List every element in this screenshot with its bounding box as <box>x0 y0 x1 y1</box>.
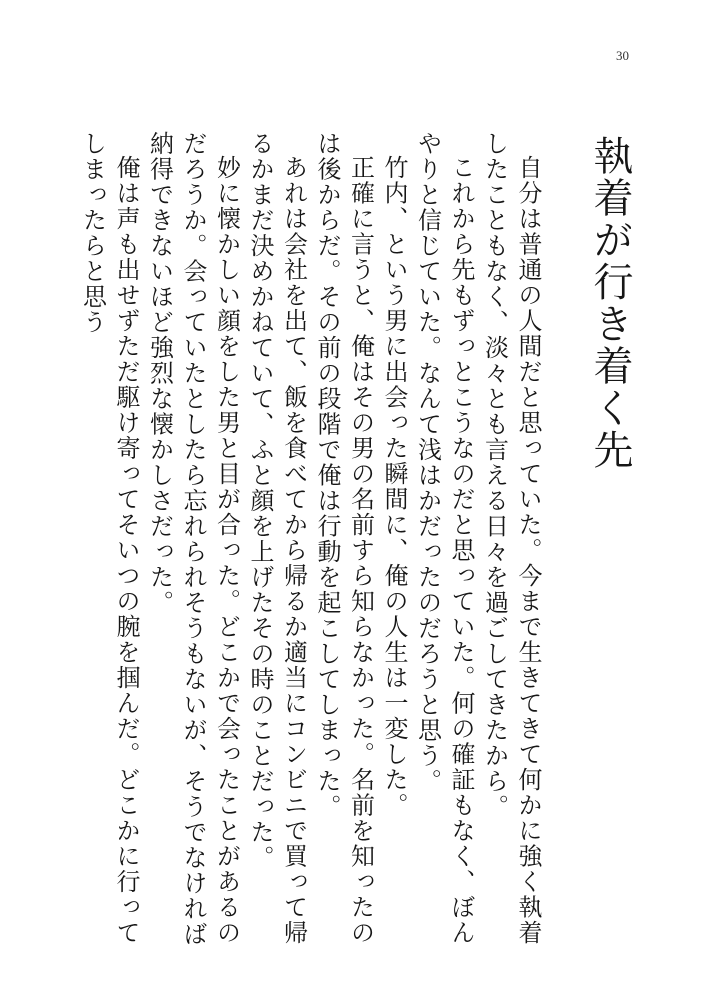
page-number: 30 <box>616 48 629 63</box>
paragraph-1: 自分は普通の人間だと思っていた。今まで生きてきて何かに強く執着したこともなく、淡々とも言える日々を過ごしてきたから。 <box>480 131 542 946</box>
paragraph-6: 妙に懐かしい顔をした男と目が合った。どこかで会ったことがあるのだろうか。会っていたとしたら忘れられそうもないが、そうでなければ納得できないほど強烈な懐かしさだった。 <box>145 131 241 947</box>
paragraph-3: 竹内、という男に出会った瞬間に、俺の人生は一変した。 <box>380 155 408 818</box>
paragraph-2: これから先もずっとこうなのだと思っていた。何の確証もなく、ぼんやりと信じていた。なんて浅はかだったのだろうと思う。 <box>413 131 475 946</box>
paragraph-7: 俺は声も出せずただ駆け寄ってそいつの腕を掴んだ。どこかに行ってしまったらと思う <box>78 131 140 946</box>
paragraph-4: 正確に言うと、俺はその男の名前すら知らなかった。名前を知ったのは後からだ。その前の段階で俺は行動を起こしてしまった。 <box>313 131 375 946</box>
paragraph-5: あれは会社を出て、飯を食べてから帰るか適当にコンビニで買って帰るかまだ決めかねていて、ふと顔を上げたその時のことだった。 <box>246 131 308 946</box>
body-text <box>78 131 544 967</box>
chapter-title: 執着が行き着く先 <box>587 135 633 471</box>
